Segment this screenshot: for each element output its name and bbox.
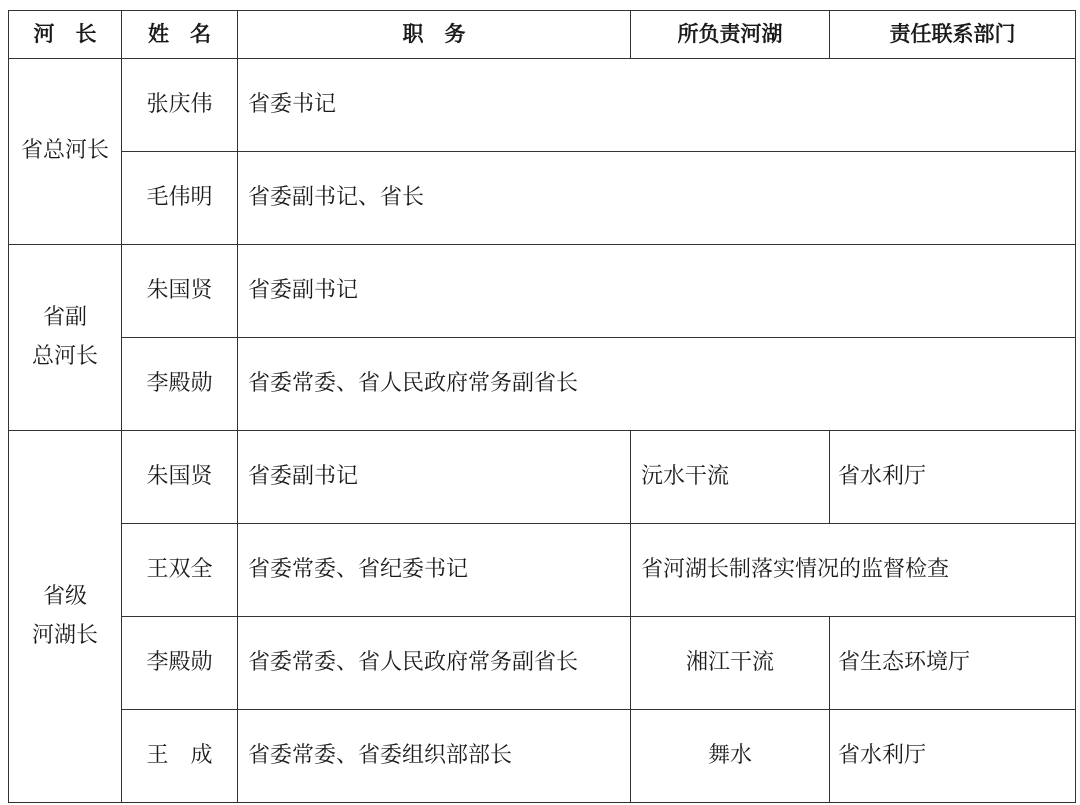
table-row bbox=[9, 710, 1076, 803]
table-row bbox=[9, 59, 1076, 152]
name-cell: 李殿勋 bbox=[122, 338, 238, 431]
river-cell: 湘江干流 bbox=[631, 617, 830, 710]
duty-cell: 省委常委、省人民政府常务副省长 bbox=[238, 338, 1076, 431]
river-cell: 舞水 bbox=[631, 710, 830, 803]
duty-cell: 省委书记 bbox=[238, 59, 1076, 152]
duty-cell: 省委常委、省委组织部部长 bbox=[238, 710, 631, 803]
duty-cell: 省委常委、省人民政府常务副省长 bbox=[238, 617, 631, 710]
header-role: 河 长 bbox=[9, 11, 122, 59]
name-cell: 张庆伟 bbox=[122, 59, 238, 152]
role-cell-provincial-river-chief: 省级 河湖长 bbox=[9, 431, 122, 803]
name-cell: 朱国贤 bbox=[122, 245, 238, 338]
dept-cell: 省水利厅 bbox=[830, 431, 1076, 524]
name-cell: 李殿勋 bbox=[122, 617, 238, 710]
role-cell-deputy-chief: 省副 总河长 bbox=[9, 245, 122, 431]
table-row bbox=[9, 524, 1076, 617]
name-cell: 朱国贤 bbox=[122, 431, 238, 524]
table-row bbox=[9, 617, 1076, 710]
header-river: 所负责河湖 bbox=[631, 11, 830, 59]
table-row bbox=[9, 338, 1076, 431]
name-cell: 毛伟明 bbox=[122, 152, 238, 245]
duty-cell: 省委副书记 bbox=[238, 431, 631, 524]
duty-cell: 省委常委、省纪委书记 bbox=[238, 524, 631, 617]
duty-cell: 省委副书记、省长 bbox=[238, 152, 1076, 245]
dept-cell: 省生态环境厅 bbox=[830, 617, 1076, 710]
table-row bbox=[9, 152, 1076, 245]
header-row bbox=[9, 11, 1076, 59]
river-chief-table bbox=[8, 10, 1076, 803]
header-name: 姓 名 bbox=[122, 11, 238, 59]
name-cell: 王 成 bbox=[122, 710, 238, 803]
river-cell-supervision: 省河湖长制落实情况的监督检查 bbox=[631, 524, 1076, 617]
duty-cell: 省委副书记 bbox=[238, 245, 1076, 338]
name-cell: 王双全 bbox=[122, 524, 238, 617]
header-duty: 职 务 bbox=[238, 11, 631, 59]
header-dept: 责任联系部门 bbox=[830, 11, 1076, 59]
table-row bbox=[9, 431, 1076, 524]
dept-cell: 省水利厅 bbox=[830, 710, 1076, 803]
river-cell: 沅水干流 bbox=[631, 431, 830, 524]
role-cell-provincial-chief: 省总河长 bbox=[9, 59, 122, 245]
table-row bbox=[9, 245, 1076, 338]
